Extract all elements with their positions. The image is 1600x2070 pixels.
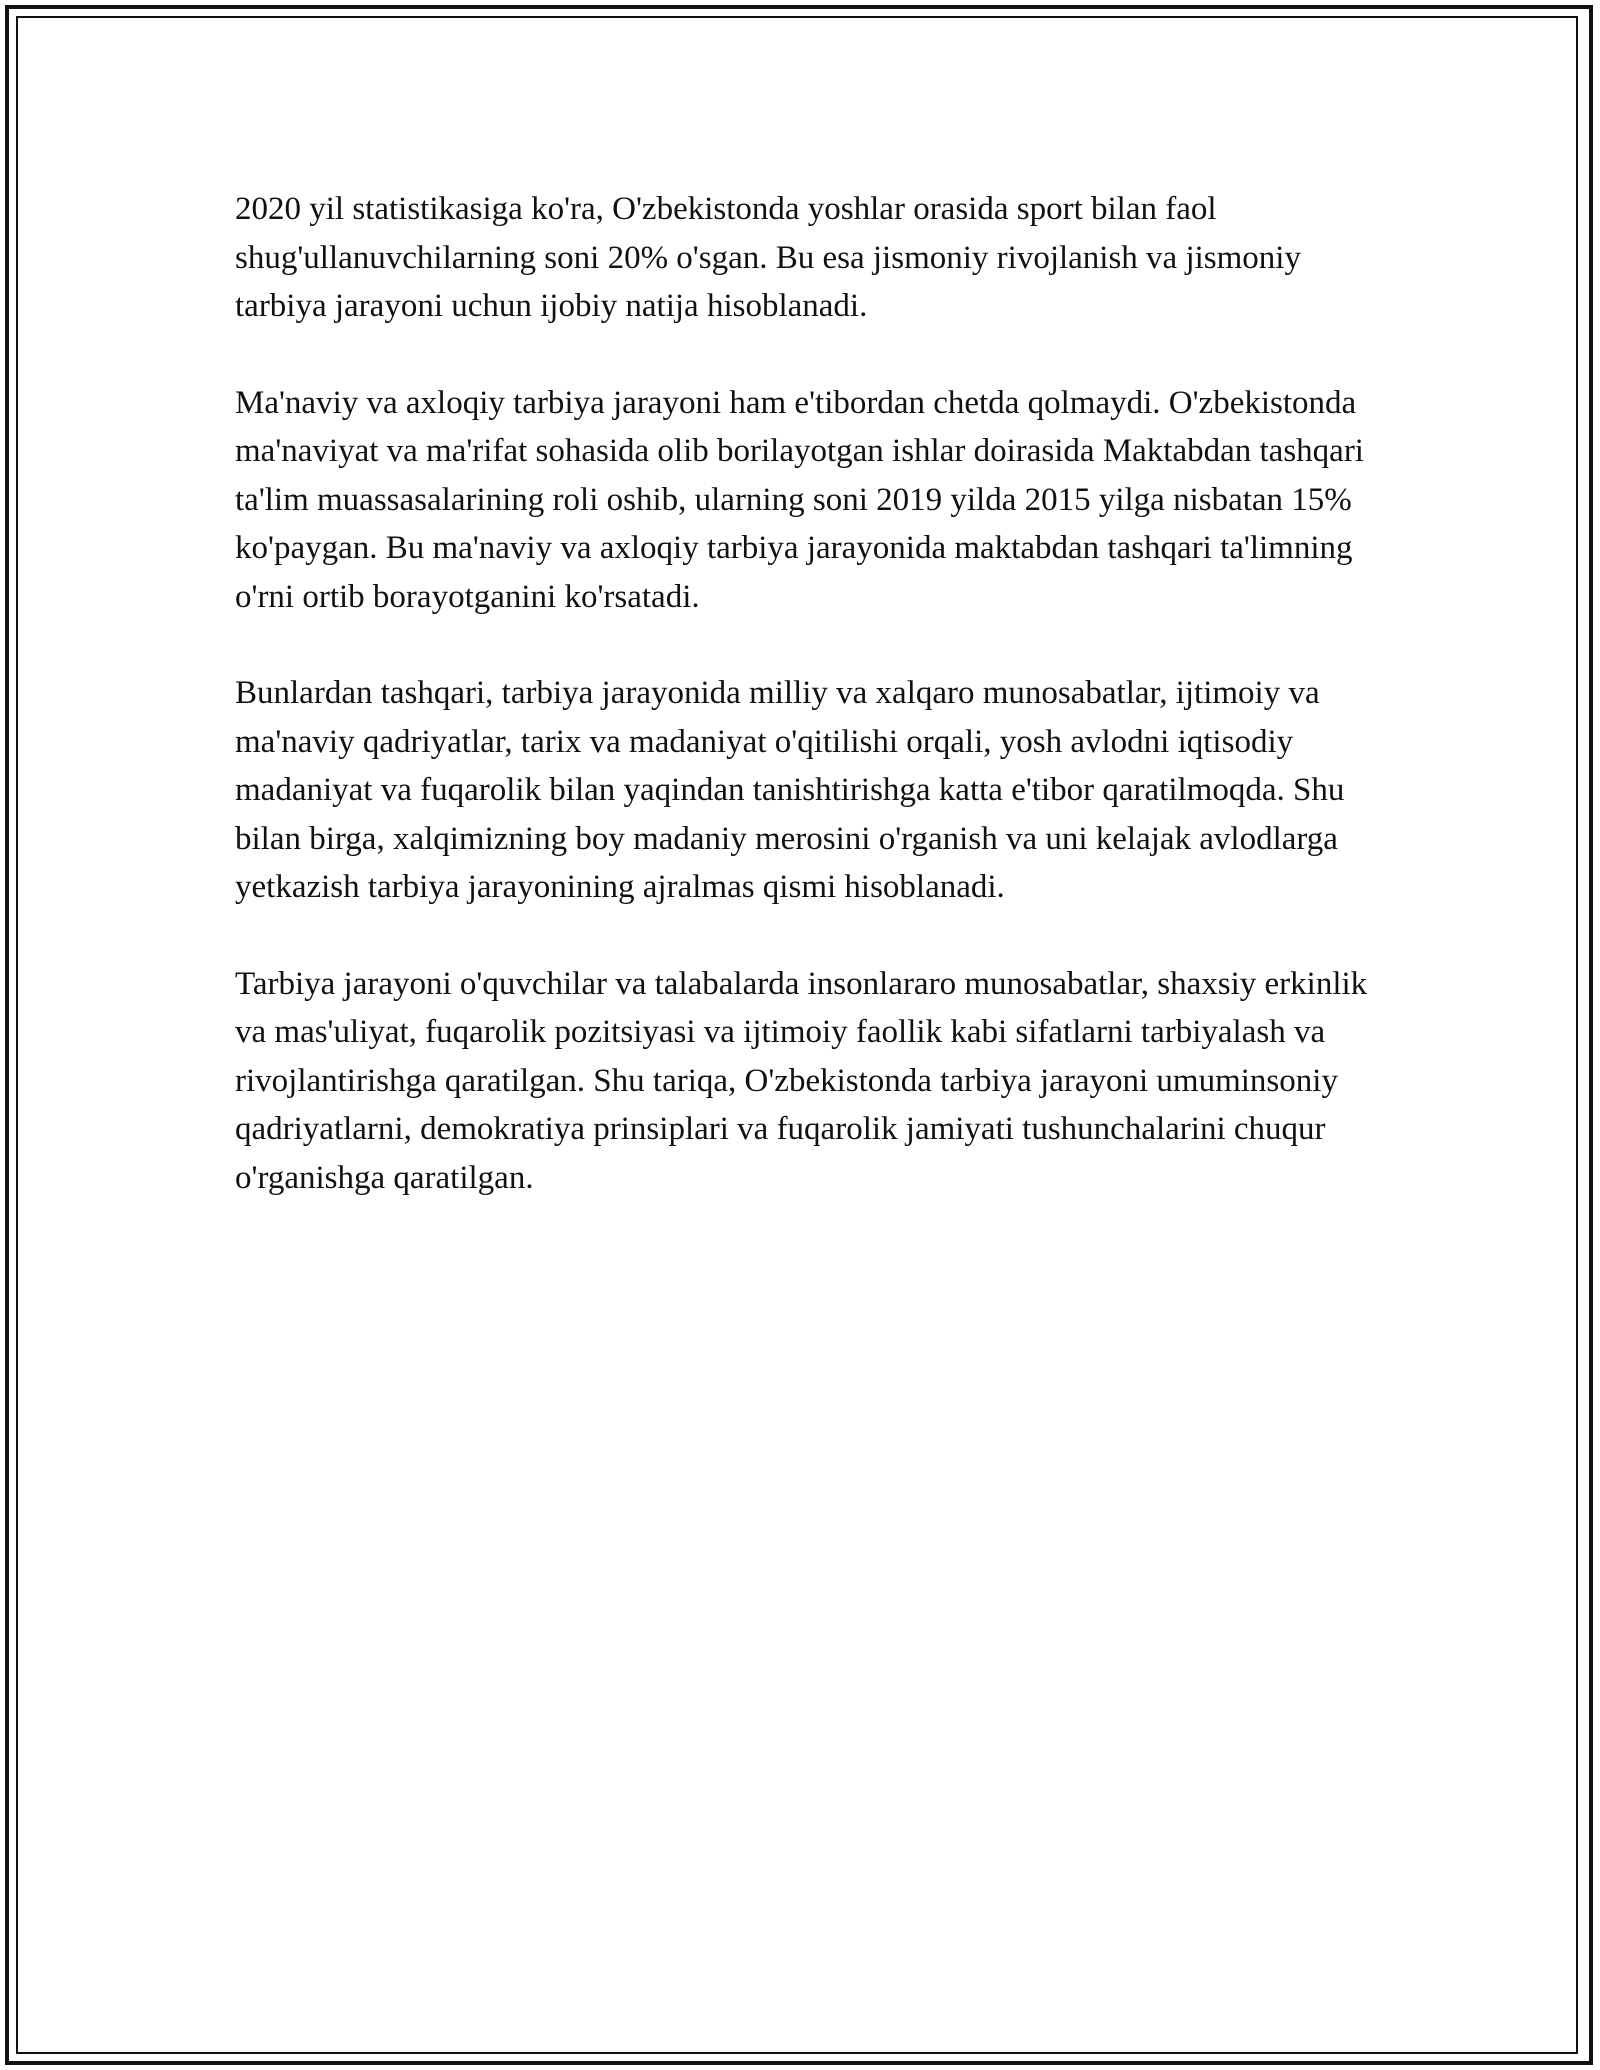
- paragraph-sport-statistics: 2020 yil statistikasiga ko'ra, O'zbekistonda yoshlar orasida sport bilan faol shug'ullanuvchilarning soni 20% o'sgan. Bu esa jismoniy rivojlanish va jismoniy tarbiya jarayoni uchun ijobiy natija hisoblanadi.: [235, 191, 1301, 324]
- paragraph-moral-education: Ma'naviy va axloqiy tarbiya jarayoni ham e'tibordan chetda qolmaydi. O'zbekistonda ma'naviyat va ma'rifat sohasida olib borilayotgan ishlar doirasida Maktabdan tashqari ta'lim muassasalarining roli oshib, ularning soni 2019 yilda 2015 yilga nisbatan 15% ko'paygan. Bu ma'naviy va axloqiy tarbiya jarayonida maktabdan tashqari ta'limning o'rni ortib borayotganini ko'rsatadi.: [235, 384, 1364, 615]
- paragraph-cultural-values: Bunlardan tashqari, tarbiya jarayonida milliy va xalqaro munosabatlar, ijtimoiy va ma'naviy qadriyatlar, tarix va madaniyat o'qitilishi orqali, yosh avlodni iqtisodiy madaniyat va fuqarolik bilan yaqindan tanishtirishga katta e'tibor qaratilmoqda. Shu bilan birga, xalqimizning boy madaniy merosini o'rganish va uni kelajak avlodlarga yetkazish tarbiya jarayonining ajralmas qismi hisoblanadi.: [235, 675, 1345, 905]
- document-body: [235, 185, 1375, 1250]
- paragraph-civic-education: Tarbiya jarayoni o'quvchilar va talabalarda insonlararo munosabatlar, shaxsiy erkinlik va mas'uliyat, fuqarolik pozitsiyasi va ijtimoiy faollik kabi sifatlarni tarbiyalash va rivojlantirishga qaratilgan. Shu tariqa, O'zbekistonda tarbiya jarayoni umuminsoniy qadriyatlarni, demokratiya prinsiplari va fuqarolik jamiyati tushunchalarini chuqur o'rganishga qaratilgan.: [235, 965, 1368, 1196]
